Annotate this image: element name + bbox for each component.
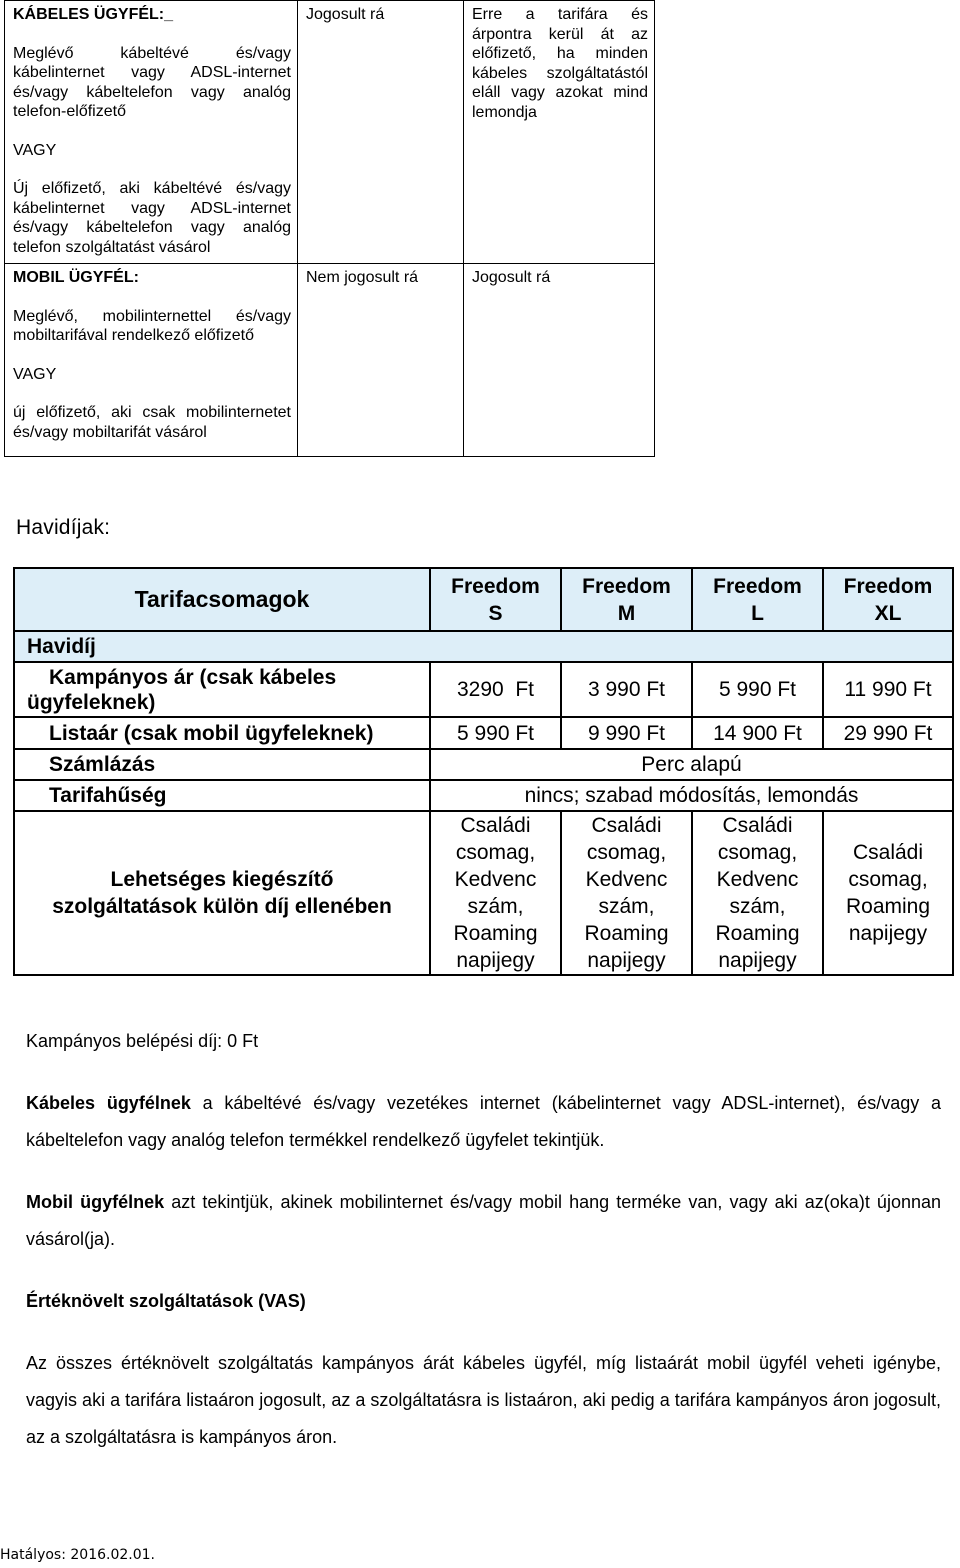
addons-label-line1: Lehetséges kiegészítő (110, 868, 334, 891)
campaign-price-label-line1: Kampányos ár (csak kábeles (49, 665, 337, 689)
addon-line: napijegy (718, 949, 797, 972)
campaign-price-s: 3290 Ft (430, 662, 561, 717)
tariff-table (13, 567, 954, 976)
eligibility-table (4, 0, 655, 457)
addon-line: Családi (591, 814, 662, 837)
plan-l-size: L (751, 601, 764, 625)
list-price-label: Listaár (csak mobil ügyfeleknek) (14, 717, 430, 749)
cable-transfer-cell (464, 1, 655, 264)
entry-fee-text: Kampányos belépési díj: 0 Ft (26, 1031, 259, 1051)
mobile-customer-definition (26, 1184, 941, 1258)
mobile-or-label: VAGY (13, 365, 57, 383)
addon-line: Családi (460, 814, 531, 837)
mobile-new-subscriber-text: új előfizető, aki csak mobilinternetet és/vagy mobiltarifát vásárol (13, 404, 291, 441)
campaign-price-l: 5 990 Ft (692, 662, 823, 717)
addon-line: Kedvenc (454, 868, 537, 891)
campaign-price-label-line2: ügyfeleknek) (27, 690, 156, 714)
addon-line: Roaming (715, 922, 800, 945)
billing-value: Perc alapú (430, 749, 953, 780)
cable-transfer-text: Erre a tarifára és árpontra kerül át az előfizető, ha minden kábeles szolgáltatástól eláll vagy azokat mind lemondja (472, 6, 648, 121)
list-price-l: 14 900 Ft (692, 717, 823, 749)
cable-customer-definition (26, 1085, 941, 1159)
plan-header-l (692, 568, 823, 631)
cable-existing-subscriber-text: Meglévő kábeltévé és/vagy kábelinternet vagy ADSL-internet és/vagy kábeltelefon vagy analóg telefon-előfizető (13, 44, 291, 120)
addon-line: Családi (852, 841, 924, 864)
plan-l-name: Freedom (713, 574, 802, 598)
mobile-customer-definition-term: Mobil ügyfélnek (26, 1192, 165, 1212)
mobile-customer-description (5, 264, 298, 457)
mobile-customer-row (5, 264, 655, 457)
plan-header-s (430, 568, 561, 631)
addons-row (14, 811, 953, 975)
addon-line: napijegy (456, 949, 535, 972)
cable-eligibility-value: Jogosult rá (306, 6, 385, 23)
cable-eligibility-cell (298, 1, 464, 264)
addons-label (14, 811, 430, 975)
campaign-price-m: 3 990 Ft (561, 662, 692, 717)
addon-line: szám, (467, 895, 524, 918)
mobile-transfer-value: Jogosult rá (472, 269, 551, 286)
mobile-eligibility-cell (298, 264, 464, 457)
loyalty-row (14, 780, 953, 811)
tariff-header-row (14, 568, 953, 631)
addon-line: napijegy (848, 922, 928, 945)
addon-line: Roaming (845, 895, 931, 918)
cable-customer-description (5, 1, 298, 264)
addon-line: Roaming (584, 922, 669, 945)
plan-s-size: S (488, 601, 503, 625)
mobile-customer-title: MOBIL ÜGYFÉL: (13, 269, 139, 286)
addon-line: csomag, (848, 868, 928, 891)
campaign-price-row (14, 662, 953, 717)
monthly-fee-section-row (14, 631, 953, 662)
billing-row (14, 749, 953, 780)
addons-label-line2: szolgáltatások külön díj ellenében (52, 895, 392, 918)
list-price-row (14, 717, 953, 749)
cable-customer-definition-term: Kábeles ügyfélnek (26, 1093, 191, 1113)
monthly-fee-section-label: Havidíj (14, 631, 953, 662)
mobile-existing-subscriber-text: Meglévő, mobilinternettel és/vagy mobiltarifával rendelkező előfizető (13, 307, 291, 344)
effective-date: Hatályos: 2016.02.01. (0, 1547, 155, 1563)
plan-xl-name: Freedom (843, 574, 933, 598)
addon-line: szám, (729, 895, 786, 918)
addons-xl (823, 811, 953, 975)
addon-line: napijegy (587, 949, 666, 972)
addon-line: csomag, (717, 841, 798, 864)
addon-line: csomag, (455, 841, 536, 864)
mobile-eligibility-value: Nem jogosult rá (306, 269, 419, 286)
cable-new-subscriber-text: Új előfizető, aki kábeltévé és/vagy kábelinternet vagy ADSL-internet és/vagy kábeltelefon vagy analóg telefon szolgáltatást vásárol (13, 180, 291, 256)
campaign-price-label (14, 662, 430, 717)
addon-line: Kedvenc (716, 868, 799, 891)
addons-m (561, 811, 692, 975)
list-price-s: 5 990 Ft (430, 717, 561, 749)
addons-l (692, 811, 823, 975)
plan-s-name: Freedom (451, 574, 540, 598)
monthly-fees-heading: Havidíjak: (16, 516, 111, 539)
vas-heading (26, 1283, 941, 1320)
campaign-price-xl: 11 990 Ft (823, 662, 953, 717)
plan-m-size: M (617, 601, 636, 625)
billing-label: Számlázás (14, 749, 430, 780)
addon-line: Roaming (453, 922, 538, 945)
addon-line: szám, (598, 895, 655, 918)
vas-heading-text: Értéknövelt szolgáltatások (VAS) (26, 1291, 306, 1311)
mobile-customer-definition-text: azt tekintjük, akinek mobilinternet és/vagy mobil hang terméke van, vagy aki az(oka)t újonnan vásárol(ja). (26, 1192, 941, 1249)
list-price-m: 9 990 Ft (561, 717, 692, 749)
vas-description: Az összes értéknövelt szolgáltatás kampányos árát kábeles ügyfél, míg listaárát mobil ügyfél veheti igénybe, vagyis aki a tarifára listaáron jogosult, az a szolgáltatásra is listaáron, aki pedig a tarifára kampányos áron jogosult, az a szolgáltatásra is kampányos áron. (26, 1353, 941, 1447)
cable-or-label: VAGY (13, 141, 57, 159)
cable-customer-definition-text: a kábeltévé és/vagy vezetékes internet (kábelinternet vagy ADSL-internet), és/vagy a kábeltelefon vagy analóg telefon termékkel rendelkező ügyfelet tekintjük. (26, 1093, 942, 1150)
plan-xl-size: XL (874, 601, 902, 625)
plan-header-m (561, 568, 692, 631)
addon-line: Családi (722, 814, 793, 837)
mobile-transfer-cell (464, 264, 655, 457)
loyalty-label: Tarifahűség (14, 780, 430, 811)
plan-header-xl (823, 568, 953, 631)
cable-customer-title: KÁBELES ÜGYFÉL:_ (13, 6, 174, 23)
tariff-packages-title: Tarifacsomagok (14, 568, 430, 631)
loyalty-value: nincs; szabad módosítás, lemondás (430, 780, 953, 811)
list-price-xl: 29 990 Ft (823, 717, 953, 749)
addons-s (430, 811, 561, 975)
addon-line: Kedvenc (585, 868, 668, 891)
addon-line: csomag, (586, 841, 667, 864)
cable-customer-row (5, 1, 655, 264)
plan-m-name: Freedom (582, 574, 671, 598)
